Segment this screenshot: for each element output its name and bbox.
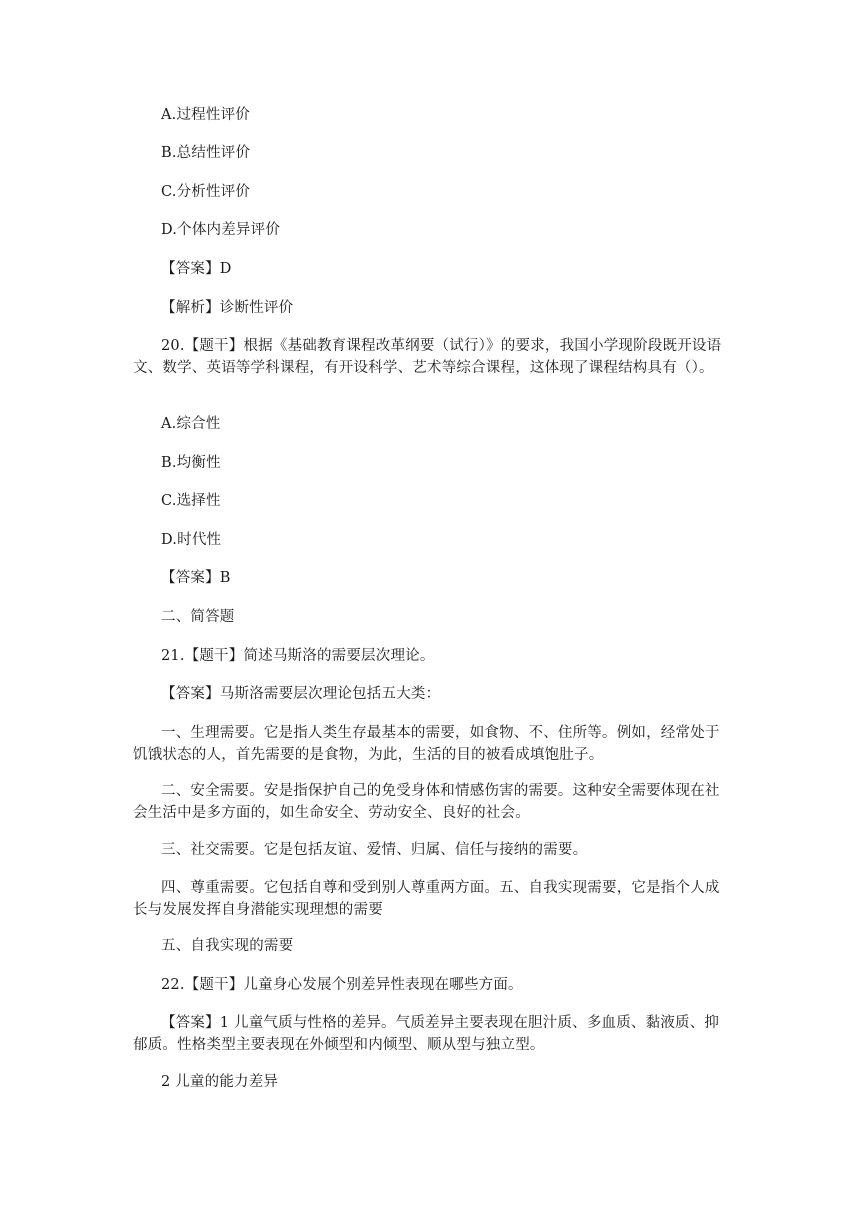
answer-q20: 【答案】B [161,570,231,586]
answer-q21-point-2: 二、安全需要。安是指保护自己的免受身体和情感伤害的需要。这种安全需要体现在社会生活中是多方面的，如生命安全、劳动安全、良好的社会。 [133,783,720,821]
option-b-q19: B.总结性评价 [161,145,251,161]
option-d-q20: D.时代性 [161,532,222,548]
option-a-q20: A.综合性 [161,416,221,432]
question-20: 20.【题干】根据《基础教育课程改革纲要（试行）》的要求，我国小学现阶段既开设语文、数学、英语等学科课程，有开设科学、艺术等综合课程，这体现了课程结构具有（）。 [133,338,722,376]
answer-q19: 【答案】D [161,261,232,277]
answer-q21-point-5: 五、自我实现的需要 [161,938,294,954]
answer-q21-point-1: 一、生理需要。它是指人类生存最基本的需要，如食物、不、住所等。例如，经常处于饥饿状态的人，首先需要的是食物，为此，生活的目的被看成填饱肚子。 [133,725,720,763]
answer-q21-point-3: 三、社交需要。它是包括友谊、爱情、归属、信任与接纳的需要。 [161,842,588,858]
option-a-q19: A.过程性评价 [161,107,250,123]
answer-q21-point-4: 四、尊重需要。它包括自尊和受到别人尊重两方面。五、自我实现需要，它是指个人成长与发展发挥自身潜能实现理想的需要 [133,880,720,918]
answer-q22-point-2: 2 儿童的能力差异 [161,1074,279,1090]
answer-q21: 【答案】马斯洛需要层次理论包括五大类： [161,686,441,702]
question-21: 21.【题干】简述马斯洛的需要层次理论。 [161,648,435,664]
section-heading: 二、简答题 [161,609,235,625]
option-c-q20: C.选择性 [161,493,221,509]
answer-q22: 【答案】1 儿童气质与性格的差异。气质差异主要表现在胆汁质、多血质、黏液质、抑郁质。性格类型主要表现在外倾型和内倾型、顺从型与独立型。 [133,1015,720,1053]
option-c-q19: C.分析性评价 [161,184,251,200]
question-22: 22.【题干】儿童身心发展个别差异性表现在哪些方面。 [161,977,523,993]
option-d-q19: D.个体内差异评价 [161,222,281,238]
option-b-q20: B.均衡性 [161,455,221,471]
analysis-q19: 【解析】诊断性评价 [161,300,294,316]
